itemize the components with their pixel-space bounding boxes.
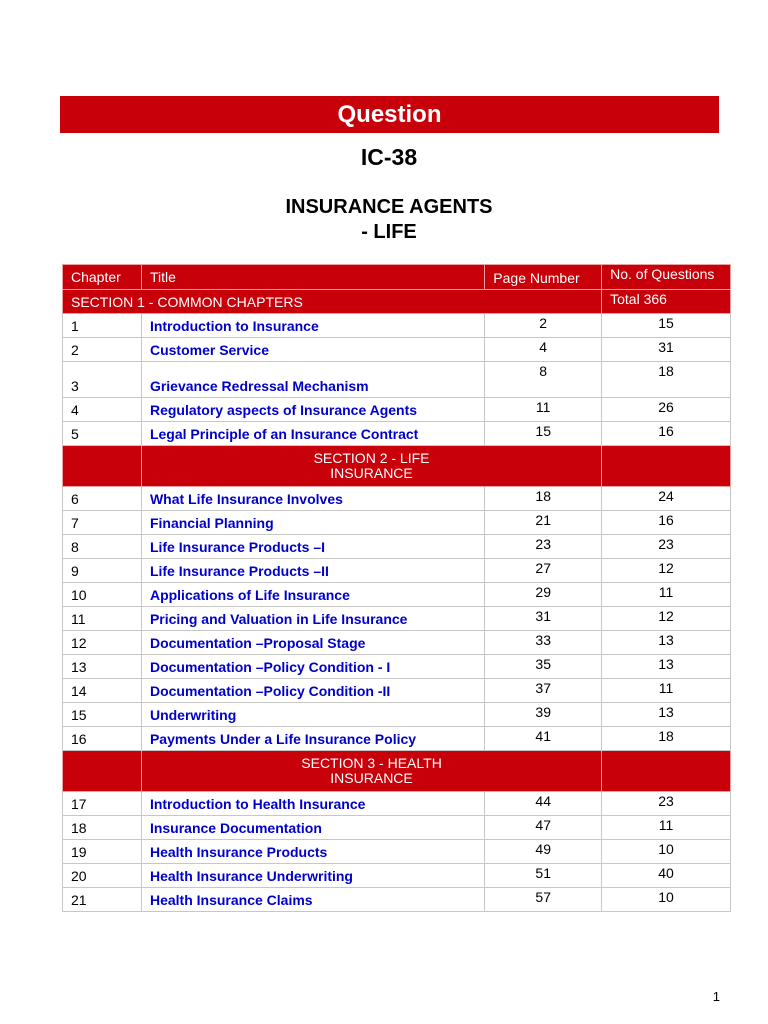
section-2-empty (602, 446, 731, 487)
table-row (63, 727, 731, 751)
page-number-cell: 51 (485, 864, 602, 888)
table-row (63, 583, 731, 607)
chapter-title: Grievance Redressal Mechanism (141, 362, 484, 398)
heading-line-1: INSURANCE AGENTS (285, 196, 493, 218)
page-number-cell: 27 (485, 559, 602, 583)
chapter-number: 19 (63, 840, 142, 864)
section-1-label: SECTION 1 - COMMON CHAPTERS (63, 290, 602, 314)
chapter-title: Health Insurance Claims (141, 888, 484, 912)
section-3-label-line-2: INSURANCE (330, 770, 413, 786)
question-count: 23 (602, 792, 731, 816)
question-count: 16 (602, 511, 731, 535)
chapter-number: 20 (63, 864, 142, 888)
section-3-label (141, 751, 601, 792)
chapter-title: Life Insurance Products –II (141, 559, 484, 583)
question-count: 13 (602, 655, 731, 679)
page-number-cell: 11 (485, 398, 602, 422)
chapter-title: Documentation –Policy Condition - I (141, 655, 484, 679)
chapter-title: Insurance Documentation (141, 816, 484, 840)
question-count: 26 (602, 398, 731, 422)
chapter-title: Life Insurance Products –I (141, 535, 484, 559)
chapter-number: 5 (63, 422, 142, 446)
question-count: 15 (602, 314, 731, 338)
table-row (63, 888, 731, 912)
section-1-total: Total 366 (602, 290, 731, 314)
chapter-title: Health Insurance Products (141, 840, 484, 864)
question-count: 40 (602, 864, 731, 888)
table-row (63, 840, 731, 864)
chapter-number: 17 (63, 792, 142, 816)
chapter-number: 3 (63, 362, 142, 398)
page-number-cell: 31 (485, 607, 602, 631)
question-count: 11 (602, 583, 731, 607)
page-number-cell: 21 (485, 511, 602, 535)
chapter-number: 13 (63, 655, 142, 679)
chapter-number: 10 (63, 583, 142, 607)
section-3-label-line-1: SECTION 3 - HEALTH (301, 755, 442, 771)
chapter-number: 15 (63, 703, 142, 727)
chapter-title: Financial Planning (141, 511, 484, 535)
table-row (63, 631, 731, 655)
section-2-label-line-1: SECTION 2 - LIFE (313, 450, 430, 466)
page-number-cell: 37 (485, 679, 602, 703)
question-count: 13 (602, 703, 731, 727)
header-chapter: Chapter (63, 265, 142, 290)
chapter-number: 7 (63, 511, 142, 535)
question-count: 10 (602, 840, 731, 864)
page-number-cell: 18 (485, 487, 602, 511)
question-count: 10 (602, 888, 731, 912)
table-row (63, 362, 731, 398)
chapter-title: Applications of Life Insurance (141, 583, 484, 607)
question-count: 23 (602, 535, 731, 559)
table-row (63, 422, 731, 446)
question-count: 18 (602, 727, 731, 751)
chapter-number: 21 (63, 888, 142, 912)
chapter-number: 8 (63, 535, 142, 559)
exam-code: IC-38 (360, 144, 418, 170)
question-count: 12 (602, 559, 731, 583)
chapter-number: 11 (63, 607, 142, 631)
chapter-number: 12 (63, 631, 142, 655)
heading-line-2: - LIFE (361, 221, 417, 243)
table-row (63, 655, 731, 679)
question-banner: Question (60, 96, 719, 133)
section-3-spacer (63, 751, 142, 792)
chapter-title: Underwriting (141, 703, 484, 727)
page-number-cell: 8 (485, 362, 602, 398)
header-page-number: Page Number (485, 265, 602, 290)
table-row (63, 559, 731, 583)
chapter-title: Customer Service (141, 338, 484, 362)
chapter-title: Introduction to Health Insurance (141, 792, 484, 816)
chapter-title: Payments Under a Life Insurance Policy (141, 727, 484, 751)
question-count: 13 (602, 631, 731, 655)
page-number: 1 (712, 989, 720, 1004)
chapter-title: What Life Insurance Involves (141, 487, 484, 511)
table-header-row (63, 265, 731, 290)
chapter-title: Pricing and Valuation in Life Insurance (141, 607, 484, 631)
chapter-title: Documentation –Proposal Stage (141, 631, 484, 655)
table-row (63, 679, 731, 703)
table-row (63, 792, 731, 816)
question-count: 11 (602, 816, 731, 840)
table-row (63, 487, 731, 511)
chapter-number: 16 (63, 727, 142, 751)
section-1-row (63, 290, 731, 314)
page-number-cell: 39 (485, 703, 602, 727)
table-row (63, 535, 731, 559)
table-row (63, 338, 731, 362)
header-num-questions: No. of Questions (602, 265, 731, 290)
page-number-cell: 47 (485, 816, 602, 840)
table-row (63, 703, 731, 727)
table-row (63, 511, 731, 535)
header-title: Title (141, 265, 484, 290)
question-count: 12 (602, 607, 731, 631)
chapter-title: Health Insurance Underwriting (141, 864, 484, 888)
chapter-number: 9 (63, 559, 142, 583)
section-2-spacer (63, 446, 142, 487)
page-number-cell: 29 (485, 583, 602, 607)
chapter-number: 4 (63, 398, 142, 422)
question-count: 16 (602, 422, 731, 446)
chapter-title: Regulatory aspects of Insurance Agents (141, 398, 484, 422)
chapter-number: 6 (63, 487, 142, 511)
chapter-number: 1 (63, 314, 142, 338)
chapter-title: Introduction to Insurance (141, 314, 484, 338)
page-number-cell: 33 (485, 631, 602, 655)
table-row (63, 607, 731, 631)
section-2-label-line-2: INSURANCE (330, 465, 413, 481)
page-number-cell: 41 (485, 727, 602, 751)
chapter-number: 14 (63, 679, 142, 703)
chapter-title: Documentation –Policy Condition -II (141, 679, 484, 703)
chapters-table (62, 264, 731, 912)
section-2-row (63, 446, 731, 487)
question-count: 31 (602, 338, 731, 362)
section-2-label (141, 446, 601, 487)
page-number-cell: 49 (485, 840, 602, 864)
table-row (63, 398, 731, 422)
chapter-number: 18 (63, 816, 142, 840)
page-number-cell: 44 (485, 792, 602, 816)
page-number-cell: 57 (485, 888, 602, 912)
page-number-cell: 23 (485, 535, 602, 559)
page-number-cell: 2 (485, 314, 602, 338)
question-count: 18 (602, 362, 731, 398)
section-3-empty (602, 751, 731, 792)
section-3-row (63, 751, 731, 792)
page-number-cell: 35 (485, 655, 602, 679)
page-number-cell: 4 (485, 338, 602, 362)
table-row (63, 864, 731, 888)
table-row (63, 314, 731, 338)
chapter-title: Legal Principle of an Insurance Contract (141, 422, 484, 446)
question-count: 11 (602, 679, 731, 703)
document-heading (0, 195, 768, 245)
chapter-number: 2 (63, 338, 142, 362)
page-number-cell: 15 (485, 422, 602, 446)
question-count: 24 (602, 487, 731, 511)
table-row (63, 816, 731, 840)
